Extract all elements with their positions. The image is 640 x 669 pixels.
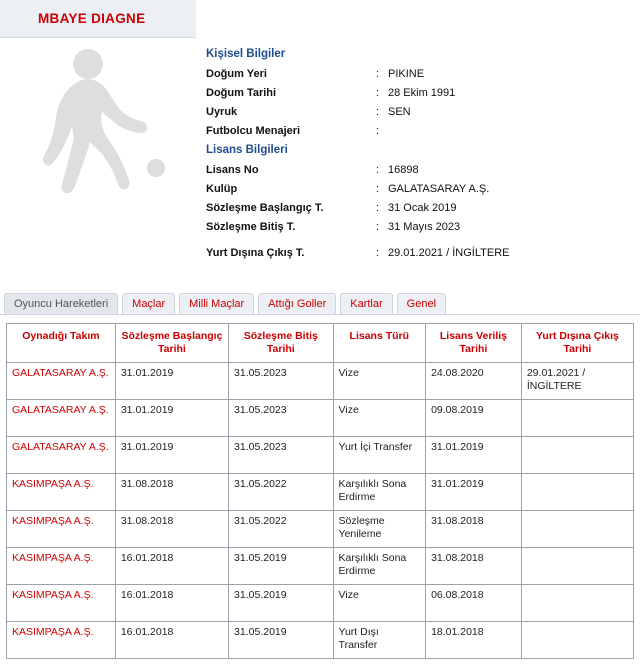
cell-team: GALATASARAY A.Ş. xyxy=(7,400,116,437)
table-row xyxy=(206,84,455,103)
cell-contract-start: 31.01.2019 xyxy=(115,400,228,437)
cell-contract-end: 31.05.2019 xyxy=(229,548,334,585)
row-value: PIKINE xyxy=(388,68,425,80)
tab-maclar[interactable]: Maçlar xyxy=(122,293,175,314)
column-header-license-date: Lisans Veriliş Tarihi xyxy=(426,324,522,363)
cell-abroad-date xyxy=(521,400,633,437)
column-header-abroad-date: Yurt Dışına Çıkış Tarihi xyxy=(521,324,633,363)
row-value: 31 Mayıs 2023 xyxy=(388,221,461,233)
row-separator: : xyxy=(376,87,380,99)
cell-team: KASIMPAŞA A.Ş. xyxy=(7,548,116,585)
row-label: Lisans No xyxy=(206,164,259,176)
cell-contract-end: 31.05.2022 xyxy=(229,511,334,548)
table-row xyxy=(7,437,634,474)
row-label: Sözleşme Başlangıç T. xyxy=(206,202,324,214)
license-info-heading: Lisans Bilgileri xyxy=(206,144,288,156)
row-label: Doğum Yeri xyxy=(206,68,267,80)
table-row xyxy=(206,237,509,263)
cell-abroad-date xyxy=(521,511,633,548)
cell-contract-start: 16.01.2018 xyxy=(115,548,228,585)
row-label: Kulüp xyxy=(206,183,238,195)
table-row xyxy=(7,585,634,622)
row-label: Doğum Tarihi xyxy=(206,87,277,99)
player-silhouette-icon xyxy=(22,42,182,217)
cell-license-type: Vize xyxy=(333,400,426,437)
row-value: SEN xyxy=(388,106,411,118)
movements-section xyxy=(0,315,640,659)
player-name-plate xyxy=(0,0,196,38)
cell-license-date: 31.08.2018 xyxy=(426,548,522,585)
cell-license-date: 31.08.2018 xyxy=(426,511,522,548)
cell-contract-start: 16.01.2018 xyxy=(115,622,228,659)
row-label: Uyruk xyxy=(206,106,238,118)
cell-contract-start: 31.01.2019 xyxy=(115,437,228,474)
cell-team: GALATASARAY A.Ş. xyxy=(7,363,116,400)
table-row xyxy=(206,218,509,237)
cell-license-date: 06.08.2018 xyxy=(426,585,522,622)
cell-license-type: Vize xyxy=(333,363,426,400)
row-separator: : xyxy=(376,68,380,80)
row-separator: : xyxy=(376,183,380,195)
row-label: Sözleşme Bitiş T. xyxy=(206,221,296,233)
tab-genel[interactable]: Genel xyxy=(397,293,446,314)
cell-contract-start: 16.01.2018 xyxy=(115,585,228,622)
row-value xyxy=(388,122,455,141)
cell-license-date: 31.01.2019 xyxy=(426,437,522,474)
row-separator: : xyxy=(376,247,380,259)
cell-team: KASIMPAŞA A.Ş. xyxy=(7,511,116,548)
row-separator: : xyxy=(376,202,380,214)
table-row xyxy=(206,161,509,180)
player-info-column xyxy=(196,0,640,263)
column-header-contract-end: Sözleşme Bitiş Tarihi xyxy=(229,324,334,363)
cell-license-type: Sözleşme Yenileme xyxy=(333,511,426,548)
table-row xyxy=(206,65,455,84)
license-info-table xyxy=(206,161,509,263)
table-row xyxy=(206,180,509,199)
row-value: 29.01.2021 / İNGİLTERE xyxy=(388,247,510,259)
player-photo xyxy=(0,38,196,288)
cell-abroad-date xyxy=(521,474,633,511)
cell-license-type: Karşılıklı Sona Erdirme xyxy=(333,548,426,585)
cell-contract-start: 31.08.2018 xyxy=(115,511,228,548)
row-separator: : xyxy=(376,125,380,137)
table-row xyxy=(7,622,634,659)
table-row xyxy=(206,199,509,218)
row-value: 28 Ekim 1991 xyxy=(388,87,456,99)
cell-license-type: Yurt İçi Transfer xyxy=(333,437,426,474)
row-value: 16898 xyxy=(388,164,419,176)
row-value: 31 Ocak 2019 xyxy=(388,202,457,214)
row-label: Futbolcu Menajeri xyxy=(206,125,301,137)
cell-abroad-date xyxy=(521,622,633,659)
column-header-contract-start: Sözleşme Başlangıç Tarihi xyxy=(115,324,228,363)
cell-abroad-date xyxy=(521,548,633,585)
cell-license-date: 24.08.2020 xyxy=(426,363,522,400)
table-row xyxy=(7,548,634,585)
table-row xyxy=(206,122,455,141)
tab-kartlar[interactable]: Kartlar xyxy=(340,293,392,314)
personal-info-heading: Kişisel Bilgiler xyxy=(206,48,286,60)
cell-license-date: 09.08.2019 xyxy=(426,400,522,437)
row-separator: : xyxy=(376,221,380,233)
column-header-license-type: Lisans Türü xyxy=(333,324,426,363)
cell-abroad-date xyxy=(521,585,633,622)
tab-bar[interactable] xyxy=(0,290,640,315)
cell-team: KASIMPAŞA A.Ş. xyxy=(7,474,116,511)
cell-contract-end: 31.05.2023 xyxy=(229,437,334,474)
table-row xyxy=(206,103,455,122)
cell-license-type: Karşılıklı Sona Erdirme xyxy=(333,474,426,511)
cell-contract-end: 31.05.2022 xyxy=(229,474,334,511)
cell-contract-end: 31.05.2019 xyxy=(229,585,334,622)
cell-contract-start: 31.01.2019 xyxy=(115,363,228,400)
table-row xyxy=(7,363,634,400)
row-value: GALATASARAY A.Ş. xyxy=(388,183,490,195)
player-photo-column xyxy=(0,0,196,290)
table-row xyxy=(7,474,634,511)
cell-contract-start: 31.08.2018 xyxy=(115,474,228,511)
tab-attigi-goller[interactable]: Attığı Goller xyxy=(258,293,336,314)
cell-team: GALATASARAY A.Ş. xyxy=(7,437,116,474)
cell-contract-end: 31.05.2023 xyxy=(229,363,334,400)
table-row xyxy=(7,511,634,548)
cell-license-date: 31.01.2019 xyxy=(426,474,522,511)
cell-team: KASIMPAŞA A.Ş. xyxy=(7,622,116,659)
column-header-team: Oynadığı Takım xyxy=(7,324,116,363)
player-profile xyxy=(0,0,640,290)
cell-license-type: Yurt Dışı Transfer xyxy=(333,622,426,659)
table-row xyxy=(7,400,634,437)
cell-contract-end: 31.05.2019 xyxy=(229,622,334,659)
cell-team: KASIMPAŞA A.Ş. xyxy=(7,585,116,622)
row-separator: : xyxy=(376,164,380,176)
tab-milli-maclar[interactable]: Milli Maçlar xyxy=(179,293,254,314)
table-header-row xyxy=(7,324,634,363)
page-title: MBAYE DIAGNE xyxy=(38,11,146,26)
cell-abroad-date: 29.01.2021 / İNGİLTERE xyxy=(521,363,633,400)
row-label: Yurt Dışına Çıkış T. xyxy=(206,247,305,259)
cell-license-date: 18.01.2018 xyxy=(426,622,522,659)
movements-table xyxy=(6,323,634,659)
cell-abroad-date xyxy=(521,437,633,474)
personal-info-table xyxy=(206,65,455,141)
cell-license-type: Vize xyxy=(333,585,426,622)
row-separator: : xyxy=(376,106,380,118)
tab-oyuncu-hareketleri[interactable]: Oyuncu Hareketleri xyxy=(4,293,118,314)
cell-contract-end: 31.05.2023 xyxy=(229,400,334,437)
